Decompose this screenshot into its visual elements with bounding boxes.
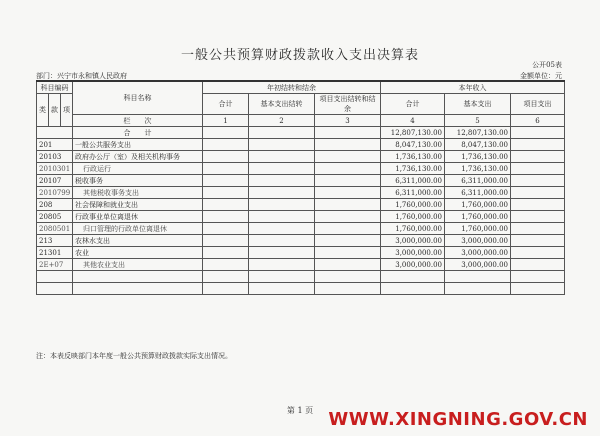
footnote: 注：本表反映部门本年度一般公共预算财政拨款实际支出情况。: [36, 352, 232, 360]
table-row: [37, 187, 565, 199]
year-total-cell: 8,047,130.00: [381, 139, 445, 151]
subject-name: 社会保障和就业支出: [73, 199, 203, 211]
year-total-cell: 6,311,000.00: [381, 175, 445, 187]
year-total-header: 合计: [381, 94, 445, 115]
column-number: 1: [203, 115, 249, 127]
year-basic-cell: 3,000,000.00: [445, 259, 511, 271]
year-basic-cell: 1,760,000.00: [445, 223, 511, 235]
department-label: 部门：兴宁市永和镇人民政府: [36, 72, 127, 80]
table-row: [37, 151, 565, 163]
page-number: 第 1 页: [286, 406, 314, 415]
year-project-cell: [511, 163, 565, 175]
year-total-cell: 3,000,000.00: [381, 247, 445, 259]
category-header: 类: [37, 94, 49, 127]
column-label: 栏 次: [73, 115, 203, 127]
blank-row: [37, 283, 565, 295]
site-watermark: WWW.XINGNING.GOV.CN: [328, 409, 588, 430]
year-project-cell: [511, 211, 565, 223]
year-project-cell: [511, 199, 565, 211]
page-title: 一般公共预算财政拨款收入支出决算表: [180, 48, 419, 63]
subject-code: 20107: [37, 175, 73, 187]
year-basic-cell: 6,311,000.00: [445, 187, 511, 199]
project-carry-header: 项目支出结转和结余: [315, 94, 381, 115]
subject-name: 行政事业单位离退休: [73, 211, 203, 223]
year-total-cell: 1,760,000.00: [381, 211, 445, 223]
table-row: [37, 235, 565, 247]
year-project-cell: [511, 235, 565, 247]
subject-code: 2080501: [37, 223, 73, 235]
table-row: [37, 259, 565, 271]
year-total-cell: 1,760,000.00: [381, 199, 445, 211]
subject-name-header: 科目名称: [73, 81, 203, 115]
year-total-cell: 1,760,000.00: [381, 223, 445, 235]
subject-code: 213: [37, 235, 73, 247]
header-row-1: [37, 81, 565, 94]
sum-row: [37, 127, 565, 139]
blank-row: [37, 271, 565, 283]
subject-code: 2010799: [37, 187, 73, 199]
sum-label: 合 计: [73, 127, 203, 139]
year-total-cell: 1,736,130.00: [381, 163, 445, 175]
subject-code: 20805: [37, 211, 73, 223]
year-total-cell: 3,000,000.00: [381, 259, 445, 271]
year-project-cell: [511, 223, 565, 235]
column-number: 5: [445, 115, 511, 127]
sum-year-basic: 12,807,130.00: [445, 127, 511, 139]
year-project-cell: [511, 247, 565, 259]
total-header: 合计: [203, 94, 249, 115]
year-basic-cell: 1,736,130.00: [445, 151, 511, 163]
table-row: [37, 175, 565, 187]
year-basic-cell: 8,047,130.00: [445, 139, 511, 151]
year-project-cell: [511, 175, 565, 187]
year-project-cell: [511, 151, 565, 163]
year-project-cell: [511, 259, 565, 271]
year-basic-cell: 1,760,000.00: [445, 211, 511, 223]
subject-code: 208: [37, 199, 73, 211]
form-number: 公开05表: [532, 61, 562, 69]
begin-balance-header: 年初结转和结余: [203, 81, 381, 94]
subject-name: 归口管理的行政单位离退休: [73, 223, 203, 235]
column-number-row: [37, 115, 565, 127]
subject-code: 201: [37, 139, 73, 151]
table-row: [37, 247, 565, 259]
year-basic-cell: 3,000,000.00: [445, 235, 511, 247]
table-row: [37, 211, 565, 223]
subject-name: 其他农业支出: [73, 259, 203, 271]
section-header: 款: [49, 94, 61, 127]
subject-name: 农林水支出: [73, 235, 203, 247]
year-total-cell: 3,000,000.00: [381, 235, 445, 247]
subject-code: 2010301: [37, 163, 73, 175]
column-number: 3: [315, 115, 381, 127]
subject-code: 21301: [37, 247, 73, 259]
year-total-cell: 6,311,000.00: [381, 187, 445, 199]
year-total-cell: 1,736,130.00: [381, 151, 445, 163]
unit-label: 金额单位：元: [520, 72, 562, 80]
year-basic-header: 基本支出: [445, 94, 511, 115]
year-project-cell: [511, 187, 565, 199]
budget-table: [36, 80, 565, 295]
year-basic-cell: 6,311,000.00: [445, 175, 511, 187]
column-number: 4: [381, 115, 445, 127]
column-number: 2: [249, 115, 315, 127]
subject-code: 2E+07: [37, 259, 73, 271]
column-number: 6: [511, 115, 565, 127]
year-basic-cell: 1,736,130.00: [445, 163, 511, 175]
sum-year-total: 12,807,130.00: [381, 127, 445, 139]
subject-name: 税收事务: [73, 175, 203, 187]
subject-name: 一般公共服务支出: [73, 139, 203, 151]
table-row: [37, 163, 565, 175]
subject-code-header: 科目编码: [37, 81, 73, 94]
year-basic-cell: 3,000,000.00: [445, 247, 511, 259]
basic-carry-header: 基本支出结转: [249, 94, 315, 115]
subject-name: 行政运行: [73, 163, 203, 175]
year-project-header: 项目支出: [511, 94, 565, 115]
table-row: [37, 199, 565, 211]
table-row: [37, 139, 565, 151]
year-project-cell: [511, 139, 565, 151]
subject-name: 政府办公厅（室）及相关机构事务: [73, 151, 203, 163]
subject-code: 20103: [37, 151, 73, 163]
table-row: [37, 223, 565, 235]
year-income-header: 本年收入: [381, 81, 565, 94]
item-header: 项: [61, 94, 73, 127]
year-basic-cell: 1,760,000.00: [445, 199, 511, 211]
subject-name: 农业: [73, 247, 203, 259]
subject-name: 其他税收事务支出: [73, 187, 203, 199]
